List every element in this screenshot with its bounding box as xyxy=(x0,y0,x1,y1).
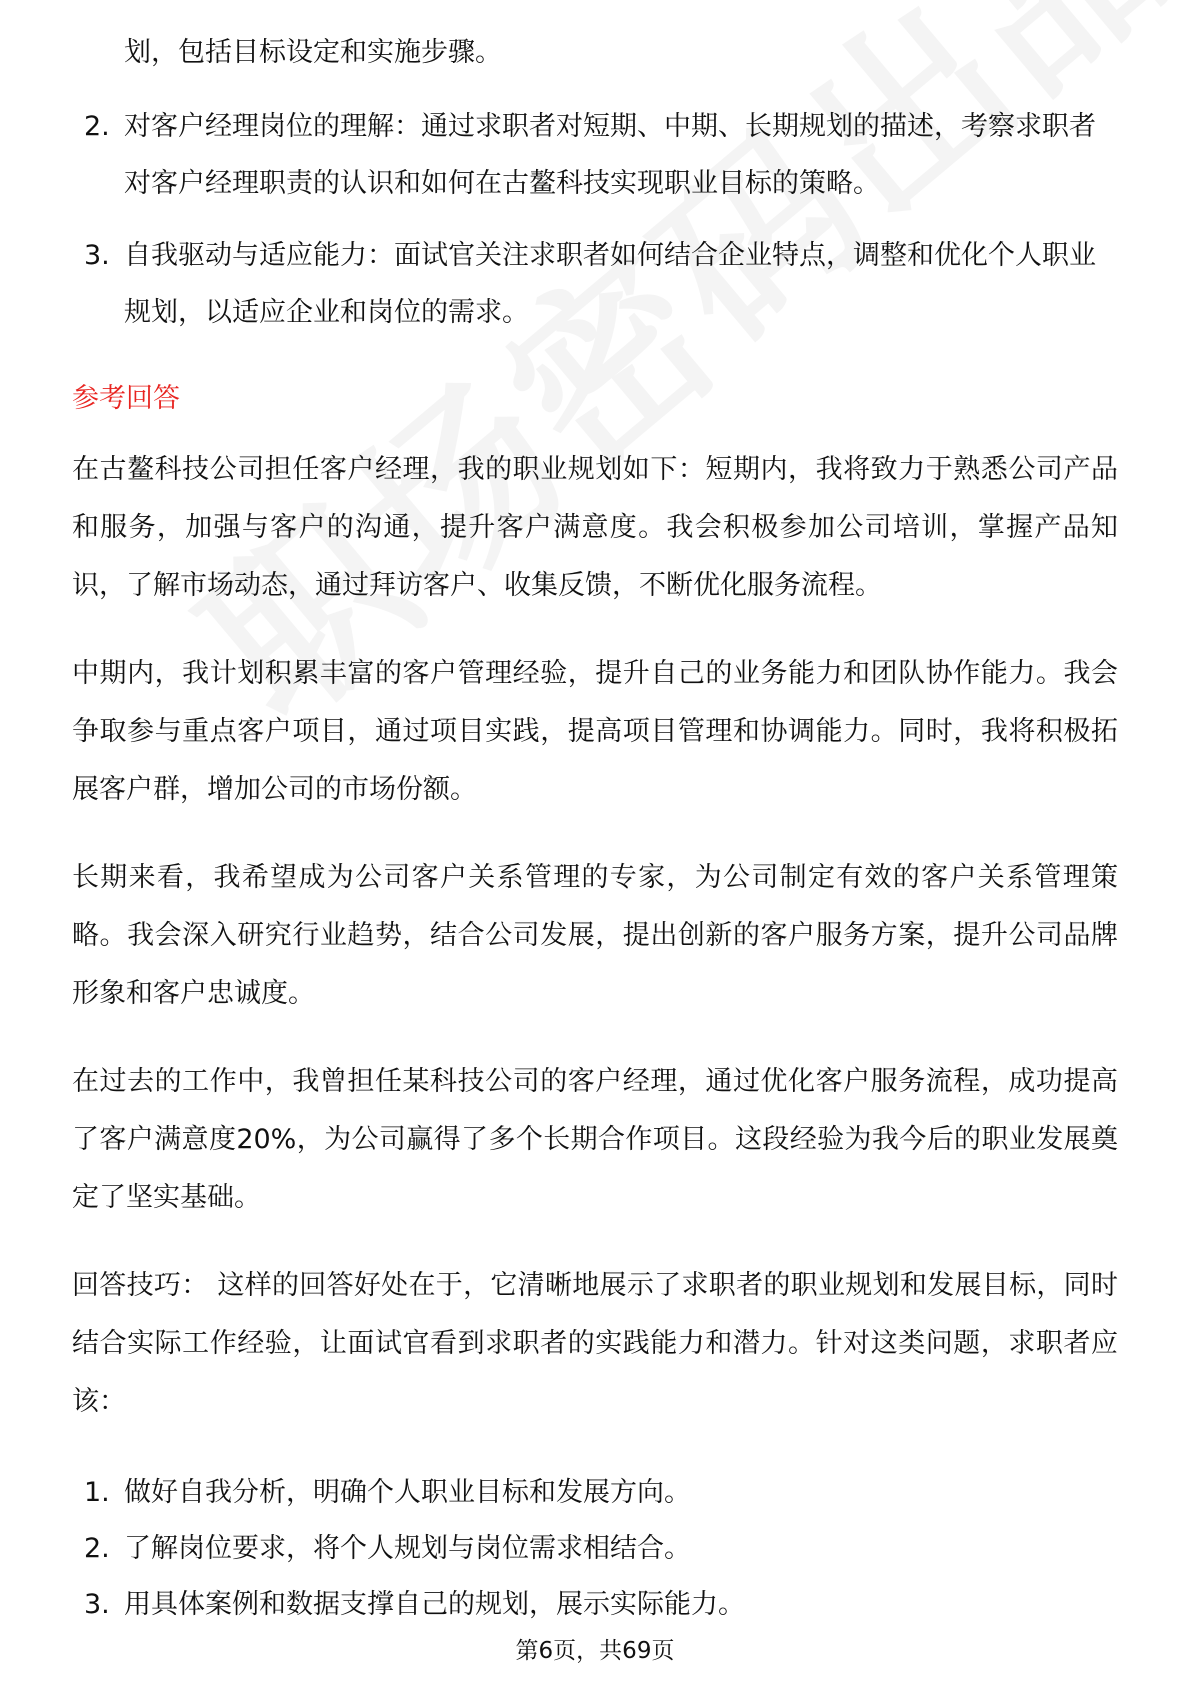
list-item xyxy=(72,1465,1118,1521)
paragraph: 长期来看，我希望成为公司客户关系管理的专家，为公司制定有效的客户关系管理策略。我会深入研究行业趋势，结合公司发展，提出创新的客户服务方案，提升公司品牌形象和客户忠诚度。 xyxy=(72,862,1118,1009)
paragraph: 在古鳌科技公司担任客户经理，我的职业规划如下：短期内，我将致力于熟悉公司产品和服务，加强与客户的沟通，提升客户满意度。我会积极参加公司培训，掌握产品知识，了解市场动态，通过拜访客户、收集反馈，不断优化服务流程。 xyxy=(72,454,1118,601)
paragraph: 中期内，我计划积累丰富的客户管理经验，提升自己的业务能力和团队协作能力。我会争取参与重点客户项目，通过项目实践，提高项目管理和协调能力。同时，我将积极拓展客户群，增加公司的市场份额。 xyxy=(72,658,1118,805)
list-item-number: 2. xyxy=(84,111,110,142)
section-title: 参考回答 xyxy=(72,383,180,414)
tips-list xyxy=(72,1465,1118,1633)
list-item-continuation: 划，包括目标设定和实施步骤。 xyxy=(124,37,502,68)
list-item xyxy=(72,1521,1118,1577)
page-content xyxy=(72,0,1118,1633)
list-item xyxy=(72,227,1118,341)
list-item xyxy=(72,98,1118,212)
list-item-number: 1. xyxy=(84,1477,110,1508)
list-item-text: 自我驱动与适应能力：面试官关注求职者如何结合企业特点，调整和优化个人职业规划，以适应企业和岗位的需求。 xyxy=(124,240,1096,328)
list-item-text: 做好自我分析，明确个人职业目标和发展方向。 xyxy=(124,1477,691,1508)
list-item-number: 2. xyxy=(84,1533,110,1564)
list-item-text: 用具体案例和数据支撑自己的规划，展示实际能力。 xyxy=(124,1589,745,1620)
page-number: 第6页，共69页 xyxy=(515,1638,675,1664)
list-item xyxy=(72,1577,1118,1633)
list-item-number: 3. xyxy=(84,1589,110,1620)
list-item-text: 对客户经理岗位的理解：通过求职者对短期、中期、长期规划的描述，考察求职者对客户经理职责的认识和如何在古鳌科技实现职业目标的策略。 xyxy=(124,111,1096,199)
answer-tips-paragraph: 回答技巧： 这样的回答好处在于，它清晰地展示了求职者的职业规划和发展目标，同时结合实际工作经验，让面试官看到求职者的实践能力和潜力。针对这类问题，求职者应该： xyxy=(72,1270,1118,1417)
list-item-number: 3. xyxy=(84,240,110,271)
paragraph: 在过去的工作中，我曾担任某科技公司的客户经理，通过优化客户服务流程，成功提高了客户满意度20%，为公司赢得了多个长期合作项目。这段经验为我今后的职业发展奠定了坚实基础。 xyxy=(72,1066,1118,1213)
list-item-text: 了解岗位要求，将个人规划与岗位需求相结合。 xyxy=(124,1533,691,1564)
